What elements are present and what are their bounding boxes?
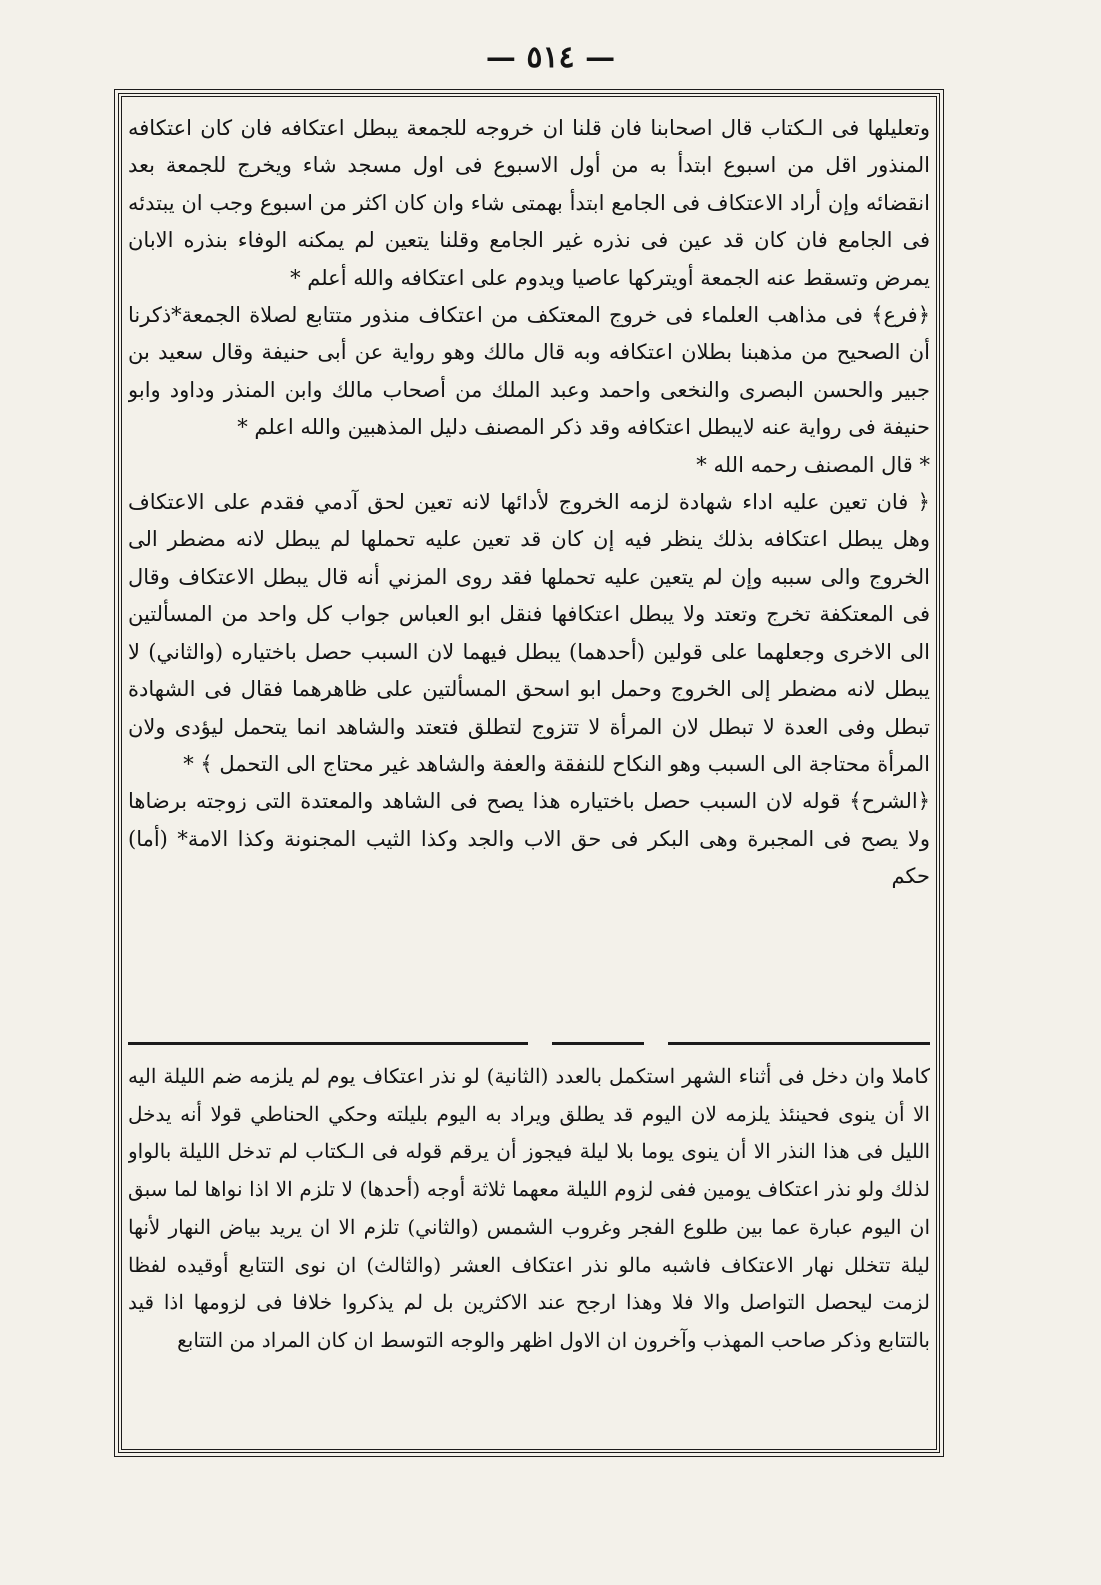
page-number: — ٥١٤ — — [485, 40, 616, 75]
main-paragraph-3: * قال المصنف رحمه الله * — [696, 452, 930, 477]
main-text-block — [128, 110, 930, 1030]
divider-segment-middle — [552, 1042, 644, 1045]
footnote-paragraph-1: كاملا وان دخل فى أثناء الشهر استكمل بالعدد (الثانية) لو نذر اعتكاف يوم لم يلزمه ضم الليلة اليه الا أن ينوى فحينئذ يلزمه لان اليوم قد يطلق ويراد به اليوم بليلته وحكي الحناطي قولا أنه يدخل الليل فى هذا النذر الا أن ينوى يوما بلا ليلة فيجوز أن يرقم قوله فى الـكتاب لم تدخل الليلة بالواو لذلك ولو نذر اعتكاف يومين ففى لزوم الليلة معهما ثلاثة أوجه (أحدها) لا تلزم الا اذا نواها لما سبق ان اليوم عبارة عما بين طلوع الفجر وغروب الشمس (والثاني) تلزم الا ان يريد بياض النهار لأنها ليلة تتخلل نهار الاعتكاف فاشبه مالو نذر اعتكاف العشر (والثالث) ان نوى التتابع أوقيده لفظا لزمت ليحصل التواصل والا فلا وهذا ارجح عند الاكثرين بل لم يذكروا خلافا فى لزومها اذا قيد بالتتابع وذكر صاحب المهذب وآخرون ان الاول اظهر والوجه التوسط ان كان المراد من التتابع — [128, 1064, 930, 1352]
main-paragraph-4: ﴿ فان تعين عليه اداء شهادة لزمه الخروج لأدائها لانه تعين لحق آدمي فقدم على الاعتكاف وهل يبطل اعتكافه بذلك ينظر فيه إن كان قد تعين عليه تحملها لم يبطل لانه مضطر الى الخروج والى سببه وإن لم يتعين عليه تحملها فقد روى المزني أنه قال يبطل الاعتكاف وقال فى المعتكفة تخرج وتعتد ولا يبطل اعتكافها فنقل ابو العباس جواب كل واحد من المسألتين الى الاخرى وجعلهما على قولين (أحدهما) يبطل فيهما لان السبب حصل باختياره (والثاني) لا يبطل لانه مضطر إلى الخروج وحمل ابو اسحق المسألتين على ظاهرهما فقال فى الشهادة تبطل وفى العدة لا تبطل لان المرأة لا تتزوج لتطلق فتعتد والشاهد انما يتحمل ليؤدى ولان المرأة محتاجة الى السبب وهو النكاح للنفقة والعفة والشاهد غير محتاج الى التحمل ﴾ * — [128, 490, 930, 776]
footnote-divider — [128, 1042, 930, 1045]
main-paragraph-2: ﴿فرع﴾ فى مذاهب العلماء فى خروج المعتكف من اعتكاف منذور متتابع لصلاة الجمعة*ذكرنا أن الصحيح من مذهبنا بطلان اعتكافه وبه قال مالك وهو رواية عن أبى حنيفة وقال سعيد بن جبير والحسن البصرى والنخعى واحمد وعبد الملك من أصحاب مالك وابن المنذر وداود وابو حنيفة فى رواية عنه لايبطل اعتكافه وقد ذكر المصنف دليل المذهبين والله اعلم * — [128, 303, 930, 440]
divider-segment-left — [128, 1042, 528, 1045]
footnote-text-block — [128, 1058, 930, 1438]
divider-segment-right — [668, 1042, 930, 1045]
main-paragraph-1: وتعليلها فى الـكتاب قال اصحابنا فان قلنا ان خروجه للجمعة يبطل اعتكافه فان كان اعتكافه المنذور اقل من اسبوع ابتدأ به من أول الاسبوع فى اول مسجد شاء ويخرج للجمعة بعد انقضائه وإن أراد الاعتكاف فى الجامع ابتدأ بهمتى شاء وان كان اكثر من اسبوع وجب ان يبتدئه فى الجامع فان كان قد عين فى نذره غير الجامع وقلنا يتعين لم يمكنه الوفاء بنذره الابان يمرض وتسقط عنه الجمعة أويتركها عاصيا ويدوم على اعتكافه والله أعلم * — [128, 116, 930, 290]
main-paragraph-5: ﴿الشرح﴾ قوله لان السبب حصل باختياره هذا يصح فى الشاهد والمعتدة التى زوجته برضاها ولا يصح فى المجبرة وهى البكر فى حق الاب والجد وكذا الثيب المجنونة وكذا الامة* (أما) حكم — [128, 789, 930, 889]
